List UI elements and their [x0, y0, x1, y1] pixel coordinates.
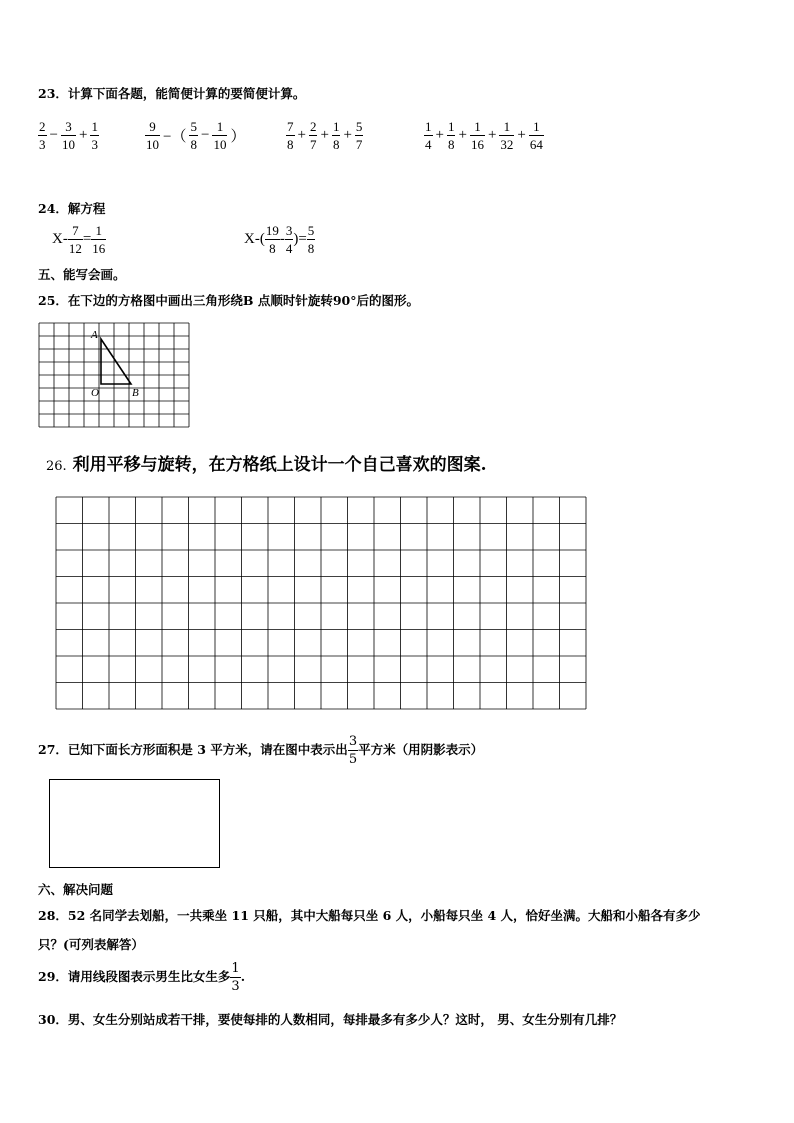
q23-expression-2: $\frac{9}{10}$ −（ $\frac{5}{8}$ − $\frac{1}{10}$ ） — [146, 119, 246, 152]
fraction: $\frac{2}{7}$ — [309, 119, 317, 152]
q27-rectangle[interactable] — [49, 779, 220, 868]
q27-prompt: 27．已知下面长方形面积是 3 平方米，请在图中表示出 $\frac{3}{5}$ 平方米（用阴影表示） — [38, 734, 484, 767]
fraction: $\frac{1}{16}$ — [470, 119, 484, 152]
fraction: $\frac{5}{8}$ — [307, 223, 315, 256]
fraction: $\frac{3}{4}$ — [285, 223, 293, 256]
point-o-label: O — [91, 387, 99, 399]
section-6-heading: 六、解决问题 — [38, 882, 114, 897]
point-b-label: B — [132, 387, 139, 399]
q24-equation-2: X-( $\frac{19}{8}$ - $\frac{3}{4}$ )= $\frac{5}{8}$ — [244, 223, 315, 256]
fraction: $\frac{7}{8}$ — [287, 119, 294, 152]
fraction: $\frac{3}{5}$ — [348, 734, 358, 767]
fraction: $\frac{5}{8}$ — [190, 119, 197, 152]
q28-line-1: 28．52 名同学去划船，一共乘坐 11 只船，其中大船每只坐 6 人，小船每只坐 4 人，恰好坐满。大船和小船各有多少 — [38, 908, 701, 923]
fraction: $\frac{1}{8}$ — [447, 119, 455, 152]
section-5-heading: 五、能写会画。 — [38, 267, 126, 282]
q25-grid — [38, 322, 194, 430]
fraction: $\frac{1}{8}$ — [332, 119, 340, 152]
q23-prompt: 23．计算下面各题，能简便计算的要简便计算。 — [38, 86, 306, 101]
q25-prompt: 25．在下边的方格图中画出三角形绕B 点顺时针旋转90°后的图形。 — [38, 293, 419, 308]
q26-number: 26. — [46, 459, 67, 474]
point-a-label: A — [91, 329, 98, 341]
fraction: $\frac{2}{3}$ — [39, 119, 46, 152]
q26-prompt — [46, 450, 487, 475]
q23-expression-3: $\frac{7}{8}$ + $\frac{2}{7}$ + $\frac{1}{8}$ + $\frac{5}{7}$ — [287, 119, 363, 152]
triangle-aob — [101, 339, 131, 384]
q30-prompt: 30．男、女生分别站成若干排，要使每排的人数相同，每排最多有多少人？这时， 男、女生分别有几排？ — [38, 1012, 623, 1027]
fraction: $\frac{1}{3}$ — [91, 119, 98, 152]
q26-grid-paper[interactable] — [55, 496, 589, 712]
q24-prompt: 24．解方程 — [38, 201, 106, 216]
fraction: $\frac{19}{8}$ — [265, 223, 279, 256]
fraction: $\frac{5}{7}$ — [355, 119, 363, 152]
fraction: $\frac{9}{10}$ — [146, 119, 159, 152]
q29-prompt: 29．请用线段图表示男生比女生多 $\frac{1}{3}$ . — [38, 961, 246, 994]
fraction: $\frac{1}{64}$ — [529, 119, 543, 152]
fraction: $\frac{1}{4}$ — [425, 119, 432, 152]
q26-text: 利用平移与旋转，在方格纸上设计一个自己喜欢的图案. — [72, 455, 487, 475]
fraction: $\frac{1}{16}$ — [92, 223, 106, 256]
q23-expression-1: $\frac{2}{3}$ − $\frac{3}{10}$ + $\frac{1}{3}$ — [39, 119, 98, 152]
fraction: $\frac{3}{10}$ — [61, 119, 75, 152]
q28-line-2: 只？(可列表解答） — [38, 937, 144, 952]
fraction: $\frac{1}{32}$ — [500, 119, 514, 152]
fraction: $\frac{7}{12}$ — [68, 223, 82, 256]
fraction: $\frac{1}{10}$ — [213, 119, 227, 152]
q24-equation-1: X- $\frac{7}{12}$ = $\frac{1}{16}$ — [52, 223, 106, 256]
q23-expression-4: $\frac{1}{4}$ + $\frac{1}{8}$ + $\frac{1}{16}$ + $\frac{1}{32}$ + $\frac{1}{64}$ — [425, 119, 543, 152]
fraction: $\frac{1}{3}$ — [231, 961, 240, 994]
